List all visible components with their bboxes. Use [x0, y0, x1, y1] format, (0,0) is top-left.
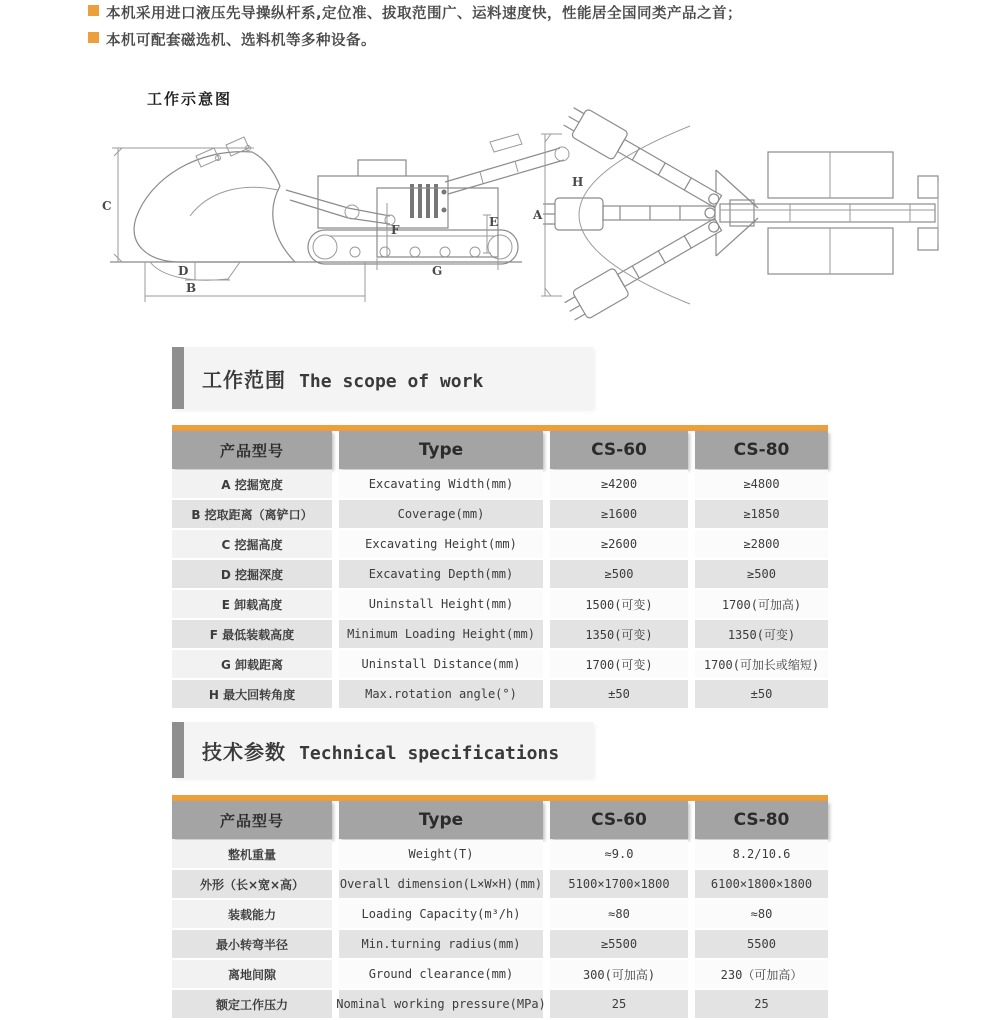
column-header: CS-80 [695, 431, 828, 469]
table-cell: 1700(可加高) [695, 590, 828, 618]
table-cell: ≥2600 [550, 530, 688, 558]
dimension-label: C [102, 199, 112, 213]
column-header: CS-60 [550, 801, 688, 839]
table-cell: 300(可加高) [550, 960, 688, 988]
machine-side-view-diagram [102, 134, 569, 302]
section-title-zh: 工作范围 [202, 367, 286, 392]
table-cell: ±50 [695, 680, 828, 708]
section-header-specs [172, 722, 593, 778]
table-cell: ≥500 [550, 560, 688, 588]
table-cell: ≥1850 [695, 500, 828, 528]
table-cell: Minimum Loading Height(mm) [339, 620, 543, 648]
table-cell: Nominal working pressure(MPa) [339, 990, 543, 1018]
table-row [172, 650, 828, 678]
column-header: 产品型号 [172, 801, 332, 839]
dimension-label: G [432, 264, 443, 278]
table-cell: Coverage(mm) [339, 500, 543, 528]
dimension-label: F [391, 223, 400, 237]
table-cell: Overall dimension(L×W×H)(mm) [339, 870, 543, 898]
table-cell: ≈80 [695, 900, 828, 928]
column-header: CS-60 [550, 431, 688, 469]
table-cell: 装载能力 [172, 900, 332, 928]
table-cell: 8.2/10.6 [695, 840, 828, 868]
table-row [172, 870, 828, 898]
table-row [172, 500, 828, 528]
column-header: Type [339, 801, 543, 839]
section-title [202, 364, 483, 393]
table-cell: ≥4800 [695, 470, 828, 498]
bullet-square-icon [88, 32, 99, 43]
table-cell: 25 [695, 990, 828, 1018]
table-cell: 整机重量 [172, 840, 332, 868]
table-cell: ≈80 [550, 900, 688, 928]
column-header: 产品型号 [172, 431, 332, 469]
table-cell: Excavating Depth(mm) [339, 560, 543, 588]
table-cell: Max.rotation angle(°) [339, 680, 543, 708]
table-cell: 5100×1700×1800 [550, 870, 688, 898]
table-cell: 230（可加高） [695, 960, 828, 988]
table-cell: G 卸载距离 [172, 650, 332, 678]
table-cell: D 挖掘深度 [172, 560, 332, 588]
feature-bullet-1 [88, 2, 742, 23]
table-cell: Weight(T) [339, 840, 543, 868]
bullet-text: 本机可配套磁选机、选料机等多种设备。 [106, 33, 376, 49]
table-cell: 1350(可变) [550, 620, 688, 648]
table-row [172, 530, 828, 558]
dimension-label: D [178, 264, 189, 278]
feature-bullet-2 [88, 29, 376, 50]
section-title-zh: 技术参数 [202, 739, 286, 764]
table-cell: E 卸载高度 [172, 590, 332, 618]
table-cell: A 挖掘宽度 [172, 470, 332, 498]
section-title [202, 736, 559, 765]
table-cell: 额定工作压力 [172, 990, 332, 1018]
column-header: CS-80 [695, 801, 828, 839]
table-row [172, 930, 828, 958]
dimension-label: B [186, 281, 197, 295]
section-title-en: The scope of work [299, 370, 484, 392]
table-cell: ≥500 [695, 560, 828, 588]
table-cell: B 挖取距离（离铲口） [172, 500, 332, 528]
bullet-square-icon [88, 5, 99, 16]
table-cell: 最小转弯半径 [172, 930, 332, 958]
technical-specs-table [172, 795, 828, 1020]
section-accent-bar [172, 347, 184, 409]
table-cell: Min.turning radius(mm) [339, 930, 543, 958]
table-cell: 6100×1800×1800 [695, 870, 828, 898]
table-cell: 1700(可加长或缩短) [695, 650, 828, 678]
table-cell: ≥1600 [550, 500, 688, 528]
working-range-diagram [90, 112, 940, 324]
table-cell: 1700(可变) [550, 650, 688, 678]
table-row [172, 990, 828, 1018]
table-cell: C 挖掘高度 [172, 530, 332, 558]
table-cell: Uninstall Height(mm) [339, 590, 543, 618]
table-cell: Loading Capacity(m³/h) [339, 900, 543, 928]
table-row [172, 560, 828, 588]
table-cell: ≥4200 [550, 470, 688, 498]
section-header-scope [172, 347, 593, 409]
column-header: Type [339, 431, 543, 469]
table-cell: Excavating Height(mm) [339, 530, 543, 558]
dimension-label: A [533, 208, 543, 222]
section-title-en: Technical specifications [299, 742, 560, 764]
table-cell: 5500 [695, 930, 828, 958]
dimension-label: E [489, 215, 499, 229]
table-row [172, 470, 828, 498]
dimension-label: H [572, 175, 584, 189]
table-row [172, 590, 828, 618]
table-cell: ≈9.0 [550, 840, 688, 868]
table-row [172, 900, 828, 928]
table-cell: 外形（长×宽×高） [172, 870, 332, 898]
table-cell: ≥2800 [695, 530, 828, 558]
table-cell: Excavating Width(mm) [339, 470, 543, 498]
table-cell: ≥5500 [550, 930, 688, 958]
table-cell: H 最大回转角度 [172, 680, 332, 708]
table-cell: 1500(可变) [550, 590, 688, 618]
section-accent-bar [172, 722, 184, 778]
table-row [172, 680, 828, 708]
table-cell: ±50 [550, 680, 688, 708]
table-row [172, 840, 828, 868]
diagram-title: 工作示意图 [147, 90, 233, 108]
table-cell: 25 [550, 990, 688, 1018]
table-cell: 离地间隙 [172, 960, 332, 988]
table-cell: Ground clearance(mm) [339, 960, 543, 988]
machine-top-view-diagram [532, 103, 938, 326]
table-cell: Uninstall Distance(mm) [339, 650, 543, 678]
table-row [172, 620, 828, 648]
table-cell: 1350(可变) [695, 620, 828, 648]
bullet-text: 本机采用进口液压先导操纵杆系,定位准、拔取范围广、运料速度快，性能居全国同类产品之首； [106, 6, 743, 22]
table-header-row [172, 801, 828, 839]
table-cell: F 最低装载高度 [172, 620, 332, 648]
table-header-row [172, 431, 828, 469]
table-row [172, 960, 828, 988]
scope-of-work-table [172, 425, 828, 710]
